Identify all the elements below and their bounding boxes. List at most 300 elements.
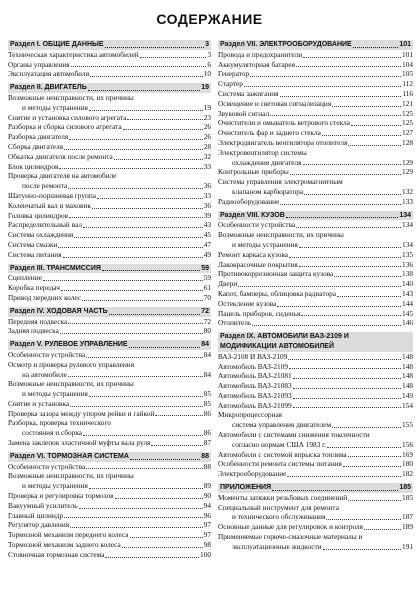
section-heading-page: 59 [201, 264, 209, 272]
toc-entry [8, 50, 211, 60]
toc-entry-leader [304, 194, 401, 195]
toc-entry-text: Остекление кузова [218, 298, 277, 308]
toc-entry-text: Снятие и установка силового агрегата [8, 112, 127, 122]
section-heading-text: Раздел IV. ХОДОВАЯ ЧАСТЬ [10, 307, 108, 315]
toc-entry [218, 187, 413, 197]
toc-entry-leader [348, 145, 401, 146]
section-heading-page: 134 [399, 211, 411, 219]
section-heading [8, 83, 211, 93]
toc-entry-leader [60, 333, 203, 334]
section-heading-text: Раздел VII. ЭЛЕКТРООБОРУДОВАНИЕ [220, 41, 352, 48]
toc-entry-leader [288, 359, 401, 360]
section-heading-text: Раздел V. РУЛЕВОЕ УПРАВЛЕНИЕ [10, 341, 128, 349]
toc-entry [218, 99, 413, 109]
section-heading-leader [129, 347, 201, 348]
toc-entry-leader [69, 139, 202, 140]
toc-entry [218, 177, 413, 187]
toc-entry-page: 96 [203, 510, 211, 520]
toc-entry [8, 418, 211, 428]
toc-entry-text: Регулятор давления [8, 520, 70, 530]
toc-entry [8, 240, 211, 250]
toc-entry-text: Главный цилиндр [8, 510, 64, 520]
toc-entry-leader [337, 296, 401, 297]
toc-entry-text: Автомобиль ВАЗ-21093 [218, 390, 292, 400]
toc-entry-text: и методы устранения [22, 102, 88, 112]
toc-entry-text: согласно нормам США 1983 г. [232, 439, 327, 449]
toc-entry-text: Автомобиль ВАЗ-21099 [218, 400, 292, 410]
toc-entry-text: Автомобили с системой впрыска топлива [218, 449, 347, 459]
toc-entry [218, 89, 413, 99]
toc-entry-page: 36 [203, 181, 211, 191]
toc-entry-page: 84 [203, 349, 211, 359]
toc-entry-text: Автомобиль ВАЗ-2109 [218, 361, 288, 371]
toc-entry-text: Отопитель [218, 318, 252, 328]
toc-entry-leader [343, 466, 401, 467]
toc-entry [218, 69, 413, 79]
toc-entry-text: Замена заклепок эластичной муфты вала руля [8, 438, 151, 448]
toc-entry-text: Распределительный вал [8, 220, 82, 230]
toc-entry [8, 201, 211, 211]
toc-entry-page: 45 [203, 230, 211, 240]
toc-entry-leader [277, 306, 401, 307]
toc-entry-text: Система зажигания [218, 88, 279, 98]
toc-entry-page: 19 [203, 102, 211, 112]
toc-entry-page: 148 [402, 351, 413, 361]
toc-entry-text: и методы устранения [22, 481, 88, 491]
toc-entry-text: Задняя подвеска [8, 326, 59, 336]
toc-entry-page: 90 [203, 491, 211, 501]
toc-entry-leader [287, 476, 401, 477]
toc-entry-page: 97 [203, 530, 211, 540]
toc-entry-text: Звуковой сигнал [218, 108, 270, 118]
toc-entry-leader [270, 115, 401, 116]
toc-entry-leader [92, 208, 203, 209]
section-heading [218, 483, 413, 493]
section-heading [8, 452, 211, 462]
toc-entry-leader [70, 406, 203, 407]
toc-entry-text: Автомобили с системами снижения токсичности [218, 430, 370, 440]
toc-entry-leader [252, 325, 401, 326]
toc-entry-page: 3 [207, 49, 211, 59]
toc-entry-text: Снятие и установка [8, 398, 70, 408]
toc-entry [218, 503, 413, 513]
toc-entry-page: 85 [203, 398, 211, 408]
toc-entry-leader [130, 537, 203, 538]
toc-entry-text: Особенности устройства [8, 349, 86, 359]
toc-entry-page: 39 [203, 210, 211, 220]
section-heading-text: Раздел VIII. КУЗОВ [220, 211, 285, 219]
toc-entry [8, 132, 211, 142]
toc-entry-text: Применяемые горюче-смазочные материалы и [218, 532, 363, 542]
toc-entry-leader [326, 519, 401, 520]
section-heading-page: 19 [201, 84, 209, 92]
toc-entry-leader [289, 368, 401, 369]
section-heading-page: 185 [399, 484, 411, 492]
toc-entry-text: Органы управления [8, 59, 70, 69]
toc-entry [218, 469, 413, 479]
toc-entry-leader [155, 415, 202, 416]
toc-entry-leader [64, 517, 203, 518]
toc-entry-page: 70 [203, 292, 211, 302]
toc-entry-page: 127 [402, 128, 413, 138]
toc-left-column [8, 40, 211, 564]
toc-entry-page: 86 [203, 428, 211, 438]
toc-entry-leader [322, 135, 401, 136]
toc-entry-page: 155 [402, 420, 413, 430]
toc-entry-leader [89, 488, 203, 489]
toc-entry-leader [151, 445, 202, 446]
toc-entry-text: Генератор [218, 69, 250, 79]
toc-entry [218, 79, 413, 89]
toc-entry-page: 6 [207, 59, 211, 69]
toc-entry [218, 60, 413, 70]
toc-section [218, 40, 413, 207]
toc-entry-page: 85 [203, 389, 211, 399]
toc-entry [218, 522, 413, 532]
toc-entry-text: Тормозной механизм переднего колеса [8, 530, 129, 540]
section-heading-page: 101 [399, 41, 411, 48]
toc-entry [218, 391, 413, 401]
toc-entry-text: Стояночная тормозная система [8, 549, 105, 559]
toc-entry [218, 158, 413, 168]
toc-entry-page: 36 [203, 200, 211, 210]
toc-entry-page: 129 [402, 157, 413, 167]
toc-entry-leader [63, 257, 203, 258]
toc-entry-leader [303, 164, 402, 165]
toc-entry [218, 493, 413, 503]
toc-entry-text: Аккумуляторная батарея [218, 59, 295, 69]
toc-entry-leader [301, 315, 401, 316]
toc-entry [8, 181, 211, 191]
toc-entry-page: 148 [402, 361, 413, 371]
toc-entry [8, 530, 211, 540]
toc-entry-leader [89, 110, 203, 111]
section-heading-leader [109, 314, 201, 315]
toc-entry-leader [238, 286, 401, 287]
toc-entry [8, 501, 211, 511]
toc-entry [8, 409, 211, 419]
toc-entry-leader [364, 529, 401, 530]
toc-entry-page: 148 [402, 371, 413, 381]
toc-entry [218, 289, 413, 299]
toc-entry-page: 33 [203, 190, 211, 200]
toc-entry [8, 142, 211, 152]
toc-entry [8, 230, 211, 240]
toc-entry-leader [250, 76, 401, 77]
toc-entry-text: Передняя подвеска [8, 316, 68, 326]
toc-entry-page: 116 [402, 88, 413, 98]
toc-entry-page: 104 [402, 59, 413, 69]
toc-entry-text: Основные данные для регулировок и контроля [218, 522, 364, 532]
toc-entry [8, 122, 211, 132]
toc-entry [8, 481, 211, 491]
toc-entry-text: Лакокрасочные покрытия [218, 259, 298, 269]
toc-entry [218, 371, 413, 381]
section-heading-text: Раздел VI. ТОРМОЗНАЯ СИСТЕМА [10, 452, 129, 460]
toc-entry [218, 148, 413, 158]
toc-entry-page: 84 [203, 369, 211, 379]
toc-entry-text: Проверка и регулировка тормозов [8, 491, 114, 501]
toc-entry-text: Возможные неисправности, их причины [8, 471, 134, 481]
toc-entry-leader [280, 204, 401, 205]
toc-entry [8, 283, 211, 293]
toc-entry-leader [140, 57, 207, 58]
toc-entry-leader [348, 500, 401, 501]
toc-entry-text: клапаном карбюратора [232, 186, 304, 196]
toc-entry [218, 118, 413, 128]
section-heading [218, 40, 413, 50]
toc-entry-text: Сцепление [8, 273, 42, 283]
toc-entry-leader [299, 247, 401, 248]
toc-entry-text: Электрооборудование [218, 469, 287, 479]
toc-entry-text: Автомобиль ВАЗ-21081 [218, 371, 292, 381]
section-heading-text: Раздел II. ДВИГАТЕЛЬ [10, 84, 87, 92]
section-heading-page: 72 [201, 307, 209, 315]
toc-entry [218, 220, 413, 230]
toc-entry-text: Шатунно-поршневая группа [8, 190, 97, 200]
toc-entry-leader [280, 96, 402, 97]
toc-entry-text: Коленчатый вал и маховик [8, 200, 91, 210]
toc-entry-text: Обкатка двигателя после ремонта [8, 151, 113, 161]
toc-entry-leader [79, 508, 203, 509]
toc-entry-text: эксплуатационные жидкости [232, 541, 322, 551]
section-heading-leader [286, 217, 399, 218]
toc-section [218, 332, 413, 479]
toc-entry-page: 97 [203, 520, 211, 530]
toc-entry [8, 220, 211, 230]
toc-entry-page: 101 [402, 49, 413, 59]
toc-entry [8, 211, 211, 221]
toc-section [8, 264, 211, 303]
toc-entry-page: 145 [402, 308, 413, 318]
section-heading-text: Раздел III. ТРАНСМИССИЯ [10, 264, 101, 272]
toc-entry-leader [293, 407, 401, 408]
toc-entry [8, 389, 211, 399]
toc-entry-page: 156 [402, 439, 413, 449]
toc-section [8, 340, 211, 448]
toc-entry-page: 189 [402, 522, 413, 532]
page-title: СОДЕРЖАНИЕ [156, 11, 263, 27]
toc-entry [8, 511, 211, 521]
toc-entry-leader [86, 357, 203, 358]
toc-entry [218, 250, 413, 260]
toc-entry-page: 26 [203, 132, 211, 142]
toc-entry-page: 121 [402, 98, 413, 108]
toc-entry-page: 140 [402, 279, 413, 289]
toc-entry [8, 428, 211, 438]
toc-entry-page: 80 [203, 326, 211, 336]
toc-entry [8, 550, 211, 560]
section-heading-leader [272, 490, 398, 491]
toc-entry-leader [351, 125, 401, 126]
toc-entry-leader [70, 527, 203, 528]
toc-entry [218, 459, 413, 469]
toc-entry [218, 542, 413, 552]
toc-entry [8, 113, 211, 123]
toc-entry [218, 269, 413, 279]
toc-entry-leader [334, 276, 401, 277]
toc-section [218, 483, 413, 552]
toc-entry-text: Противокоррозионная защита кузова [218, 269, 334, 279]
toc-entry-page: 129 [402, 167, 413, 177]
toc-entry-page: 148 [402, 381, 413, 391]
section-heading-text: Раздел I. ОБЩИЕ ДАННЫЕ [10, 41, 104, 48]
toc-entry-page: 134 [402, 220, 413, 230]
toc-section [8, 83, 211, 259]
toc-entry-page: 112 [402, 79, 413, 89]
toc-entry-leader [293, 378, 401, 379]
toc-entry-text: охлаждения двигателя [232, 157, 302, 167]
toc-entry-leader [61, 290, 203, 291]
toc-entry-text: Электродвигатель вентилятора отопителя [218, 137, 348, 147]
toc-entry-leader [296, 227, 401, 228]
toc-entry-text: Очиститель фар и заднего стекла [218, 128, 321, 138]
toc-section [8, 307, 211, 336]
toc-entry-text: Провода и предохранители [218, 49, 303, 59]
toc-entry-page: 143 [402, 288, 413, 298]
toc-entry [218, 240, 413, 250]
toc-section [218, 211, 413, 329]
toc-entry [8, 69, 211, 79]
toc-entry-page: 128 [402, 137, 413, 147]
toc-entry-leader [71, 66, 207, 67]
toc-entry-page: 180 [402, 459, 413, 469]
toc-entry-page: 182 [402, 469, 413, 479]
toc-entry-text: Головка цилиндров [8, 210, 69, 220]
toc-entry-page: 49 [203, 249, 211, 259]
toc-entry-page: 32 [203, 151, 211, 161]
toc-entry-leader [68, 323, 202, 324]
toc-entry-page: 133 [402, 196, 413, 206]
toc-entry-page: 138 [402, 269, 413, 279]
toc-entry-text: на автомобиле [22, 369, 67, 379]
toc-entry-text: Система охлаждения [8, 230, 74, 240]
toc-entry [8, 491, 211, 501]
toc-entry [218, 381, 413, 391]
toc-entry-text: и технического обслуживания [232, 512, 326, 522]
toc-entry-leader [114, 159, 203, 160]
section-heading [8, 340, 211, 350]
toc-entry-text: Стартер [218, 79, 243, 89]
toc-entry-page: 26 [203, 122, 211, 132]
section-heading-leader [88, 90, 200, 91]
toc-entry-page: 28 [203, 141, 211, 151]
toc-entry-page: 149 [402, 390, 413, 400]
toc-entry-leader [68, 376, 203, 377]
toc-entry-leader [59, 168, 202, 169]
toc-entry [218, 279, 413, 289]
toc-entry-text: Система смазки [8, 239, 58, 249]
section-heading-leader [102, 270, 200, 271]
toc-entry [218, 167, 413, 177]
toc-entry-text: после ремонта [22, 181, 68, 191]
toc-entry [8, 250, 211, 260]
toc-entry [8, 317, 211, 327]
toc-entry [218, 309, 413, 319]
toc-entry-leader [83, 435, 203, 436]
toc-entry-text: состояния и сборка [22, 428, 82, 438]
toc-entry [8, 191, 211, 201]
toc-entry-leader [293, 388, 401, 389]
section-heading-leader [105, 47, 205, 48]
section-heading [8, 307, 211, 317]
toc-entry-leader [127, 119, 202, 120]
toc-entry-leader [58, 247, 202, 248]
toc-entry-leader [296, 66, 401, 67]
toc-entry-page: 94 [203, 500, 211, 510]
toc-entry-text: Возможные неисправности, их причины [8, 92, 134, 102]
toc-entry [8, 399, 211, 409]
toc-entry [218, 230, 413, 240]
toc-entry [8, 293, 211, 303]
toc-entry-page: 87 [203, 438, 211, 448]
toc-entry-text: Проверка двигателя на автомобиле [8, 171, 117, 181]
toc-entry-leader [123, 129, 203, 130]
toc-entry-leader [43, 280, 203, 281]
toc-entry-leader [64, 149, 203, 150]
toc-entry-text: и методы устранения [22, 389, 88, 399]
toc-section [8, 452, 211, 560]
toc-entry-page: 88 [203, 461, 211, 471]
toc-entry-leader [289, 257, 401, 258]
toc-entry-page: 72 [203, 316, 211, 326]
toc-entry-page: 135 [402, 249, 413, 259]
toc-entry-page: 187 [402, 512, 413, 522]
toc-entry-text: Возможные неисправности, их причины [8, 379, 134, 389]
toc-entry-page: 47 [203, 239, 211, 249]
toc-entry-text: и методы устранения [232, 239, 298, 249]
toc-entry-leader [89, 396, 203, 397]
toc-entry [8, 103, 211, 113]
toc-entry-page: 136 [402, 259, 413, 269]
toc-entry-page: 185 [402, 492, 413, 502]
toc-entry [218, 362, 413, 372]
toc-entry [218, 352, 413, 362]
toc-entry-leader [105, 557, 199, 558]
toc-entry-text: Электровентилятор системы [218, 147, 307, 157]
toc-entry-leader [293, 398, 401, 399]
toc-entry [218, 299, 413, 309]
toc-entry-leader [74, 237, 202, 238]
toc-entry [8, 152, 211, 162]
toc-entry [8, 462, 211, 472]
toc-entry-leader [83, 227, 203, 228]
toc-entry-page: 169 [402, 449, 413, 459]
toc-entry-text: Двери [218, 279, 238, 289]
toc-entry-page: 23 [203, 112, 211, 122]
toc-entry-text: Контрольные приборы [218, 167, 289, 177]
toc-entry-text: Освещение и световая сигнализация [218, 98, 332, 108]
toc-entry [218, 318, 413, 328]
toc-entry-page: 134 [402, 239, 413, 249]
section-heading-line: Раздел IX. АВТОМОБИЛИ ВАЗ-2109 И [218, 332, 413, 342]
toc-entry-leader [348, 456, 401, 457]
toc-entry-leader [299, 266, 401, 267]
toc-entry-leader [122, 547, 203, 548]
toc-entry-text: Особенности ремонта системы питания [218, 459, 342, 469]
toc-entry-page: 61 [203, 283, 211, 293]
toc-entry-text: Разборка и сборка силового агрегата [8, 122, 122, 132]
toc-right-column [218, 40, 413, 556]
toc-entry-text: Система питания [8, 249, 62, 259]
toc-entry-text: Возможные неисправности, их причины [218, 230, 344, 240]
toc-entry-leader [86, 468, 203, 469]
toc-entry [8, 520, 211, 530]
toc-entry-text: Разборка двигателя [8, 132, 69, 142]
toc-entry-leader [303, 57, 401, 58]
toc-entry-text: Очистители и омыватель ветрового стекла [218, 118, 350, 128]
toc-entry-page: 191 [402, 541, 413, 551]
